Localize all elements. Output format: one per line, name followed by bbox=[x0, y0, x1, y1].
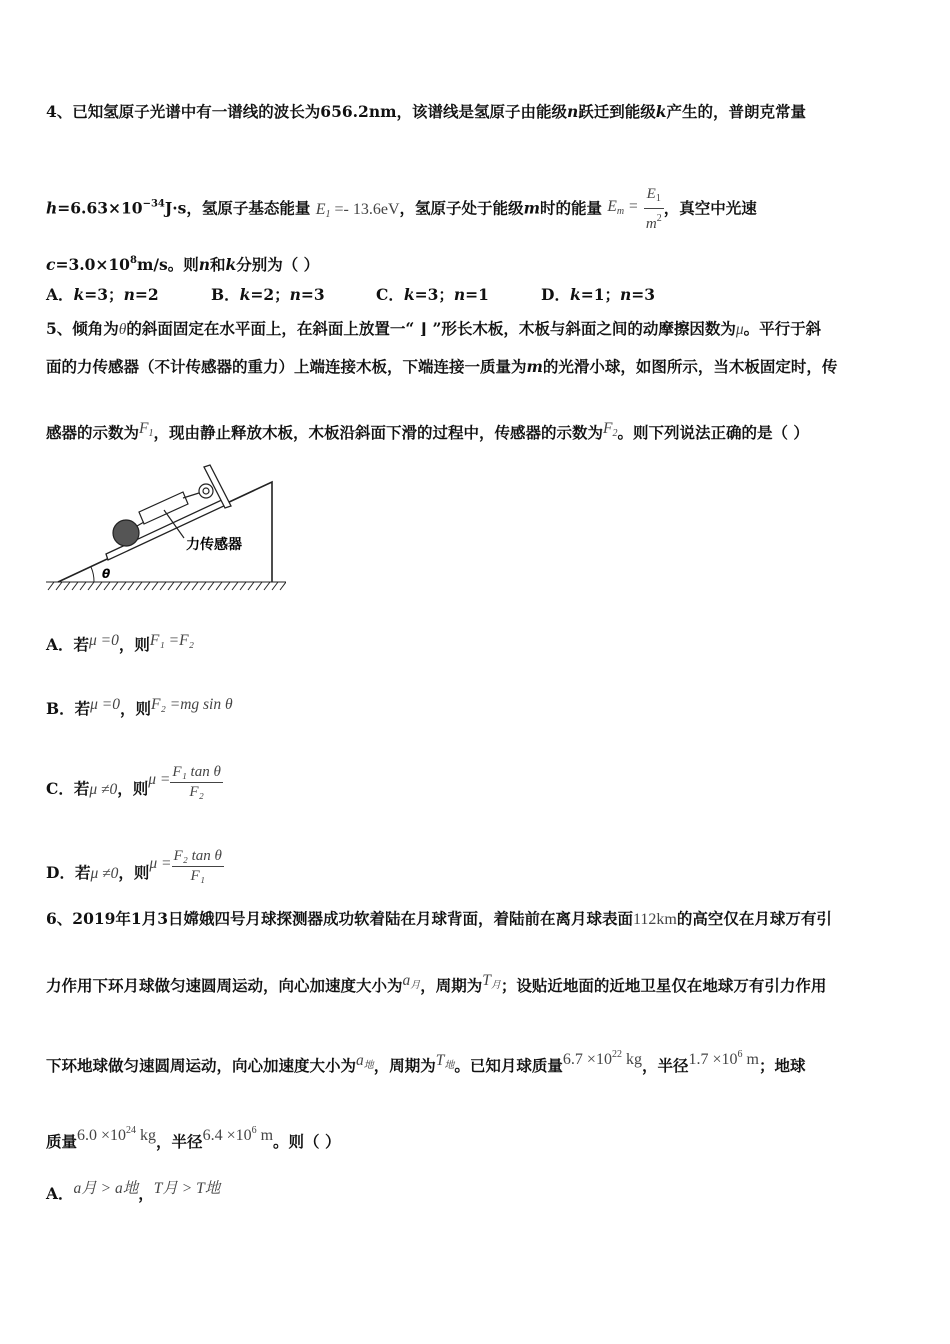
q5-option-a[interactable]: A．若μ =0，则F₁ =F₂ bbox=[46, 632, 194, 654]
figure-theta-label: θ bbox=[102, 567, 111, 581]
q6-line-4: 质量$6.0 \times 10^{24}$ kg，半径$6.4 \times 10^6$ m。则（ ） bbox=[46, 1125, 341, 1151]
q5-option-c[interactable]: C．若μ ≠0，则μ = $\frac{\text{F₁ tan θ}}{\text{F₂}}$ bbox=[46, 764, 221, 800]
em-formula: $E_m$ = bbox=[607, 198, 639, 217]
q4-options bbox=[46, 284, 655, 306]
q4-line-3: $c=3.0\times 10^8m/s$。则n和k分别为（ ） bbox=[46, 255, 320, 274]
ball bbox=[113, 520, 139, 546]
ground-hatch bbox=[46, 582, 286, 590]
q6-option-a[interactable]: A．a月 > a地，T月 > T地 bbox=[46, 1180, 221, 1203]
q6-line-1: 6、2019年1月3日嫦娥四号月球探测器成功软着陆在月球背面，着陆前在离月球表面112km的高空仅在月球万有引 bbox=[46, 909, 832, 928]
q4-option-b[interactable]: B．k=2；n=3 bbox=[211, 285, 325, 304]
angle-arc bbox=[91, 567, 94, 582]
force-sensor-label: 力传感器 bbox=[186, 537, 242, 553]
pulley bbox=[199, 484, 213, 498]
q5-line-2: 面的力传感器（不计传感器的重力）上端连接木板，下端连接一质量为m的光滑小球，如图所示，当木板固定时，传 bbox=[46, 357, 838, 376]
q5-line-1: 5、倾角为θ的斜面固定在水平面上，在斜面上放置一“ ⌋ ”形长木板，木板与斜面之间的动摩擦因数为μ。平行于斜 bbox=[46, 319, 822, 338]
q5-line-3: 感器的示数为$F_1$，现由静止释放木板，木板沿斜面下滑的过程中，传感器的示数为$F_2$。则下列说法正确的是（ ） bbox=[46, 420, 809, 442]
q4-option-c[interactable]: C．k=3；n=1 bbox=[376, 285, 489, 304]
q4-option-d[interactable]: D．k=1；n=3 bbox=[541, 285, 656, 304]
q6-line-2: 力作用下环月球做匀速圆周运动，向心加速度大小为$a_月$，周期为$T_月$；设贴近地面的近地卫星仅在地球万有引力作用 bbox=[46, 972, 827, 995]
e1-formula: $E_1 =- 13.6eV$ bbox=[315, 200, 400, 220]
q4-option-a[interactable]: A．k=3；n=2 bbox=[46, 285, 159, 304]
q5-option-d[interactable]: D．若μ ≠0，则μ = $\frac{\text{F₂ tan θ}}{\text{F₁}}$ bbox=[46, 848, 222, 884]
q4-line-2: $h=6.63\times 10^{-34}J\cdot s$，氢原子基态能量 $E_1 =- 13.6eV$，氢原子处于能级m时的能量 $E_m$ = $\frac{E_1}{m^2}$ ，真空中光速 bbox=[46, 186, 757, 232]
em-fraction: $\frac{E_1}{m^2}$ bbox=[645, 186, 662, 232]
q4-line-1: 4、已知氢原子光谱中有一谱线的波长为656.2nm，该谱线是氢原子由能级n跃迁到能级k产生的，普朗克常量 bbox=[46, 102, 807, 121]
incline-figure bbox=[46, 462, 286, 594]
q5-option-b[interactable]: B．若μ =0，则F₂ =mg sin θ bbox=[46, 696, 233, 718]
q6-line-3: 下环地球做匀速圆周运动，向心加速度大小为$a_地$，周期为$T_地$。已知月球质量$6.7 \times 10^{22}$ kg，半径$1.7 \times 10^6$ m；地球 bbox=[46, 1049, 806, 1075]
